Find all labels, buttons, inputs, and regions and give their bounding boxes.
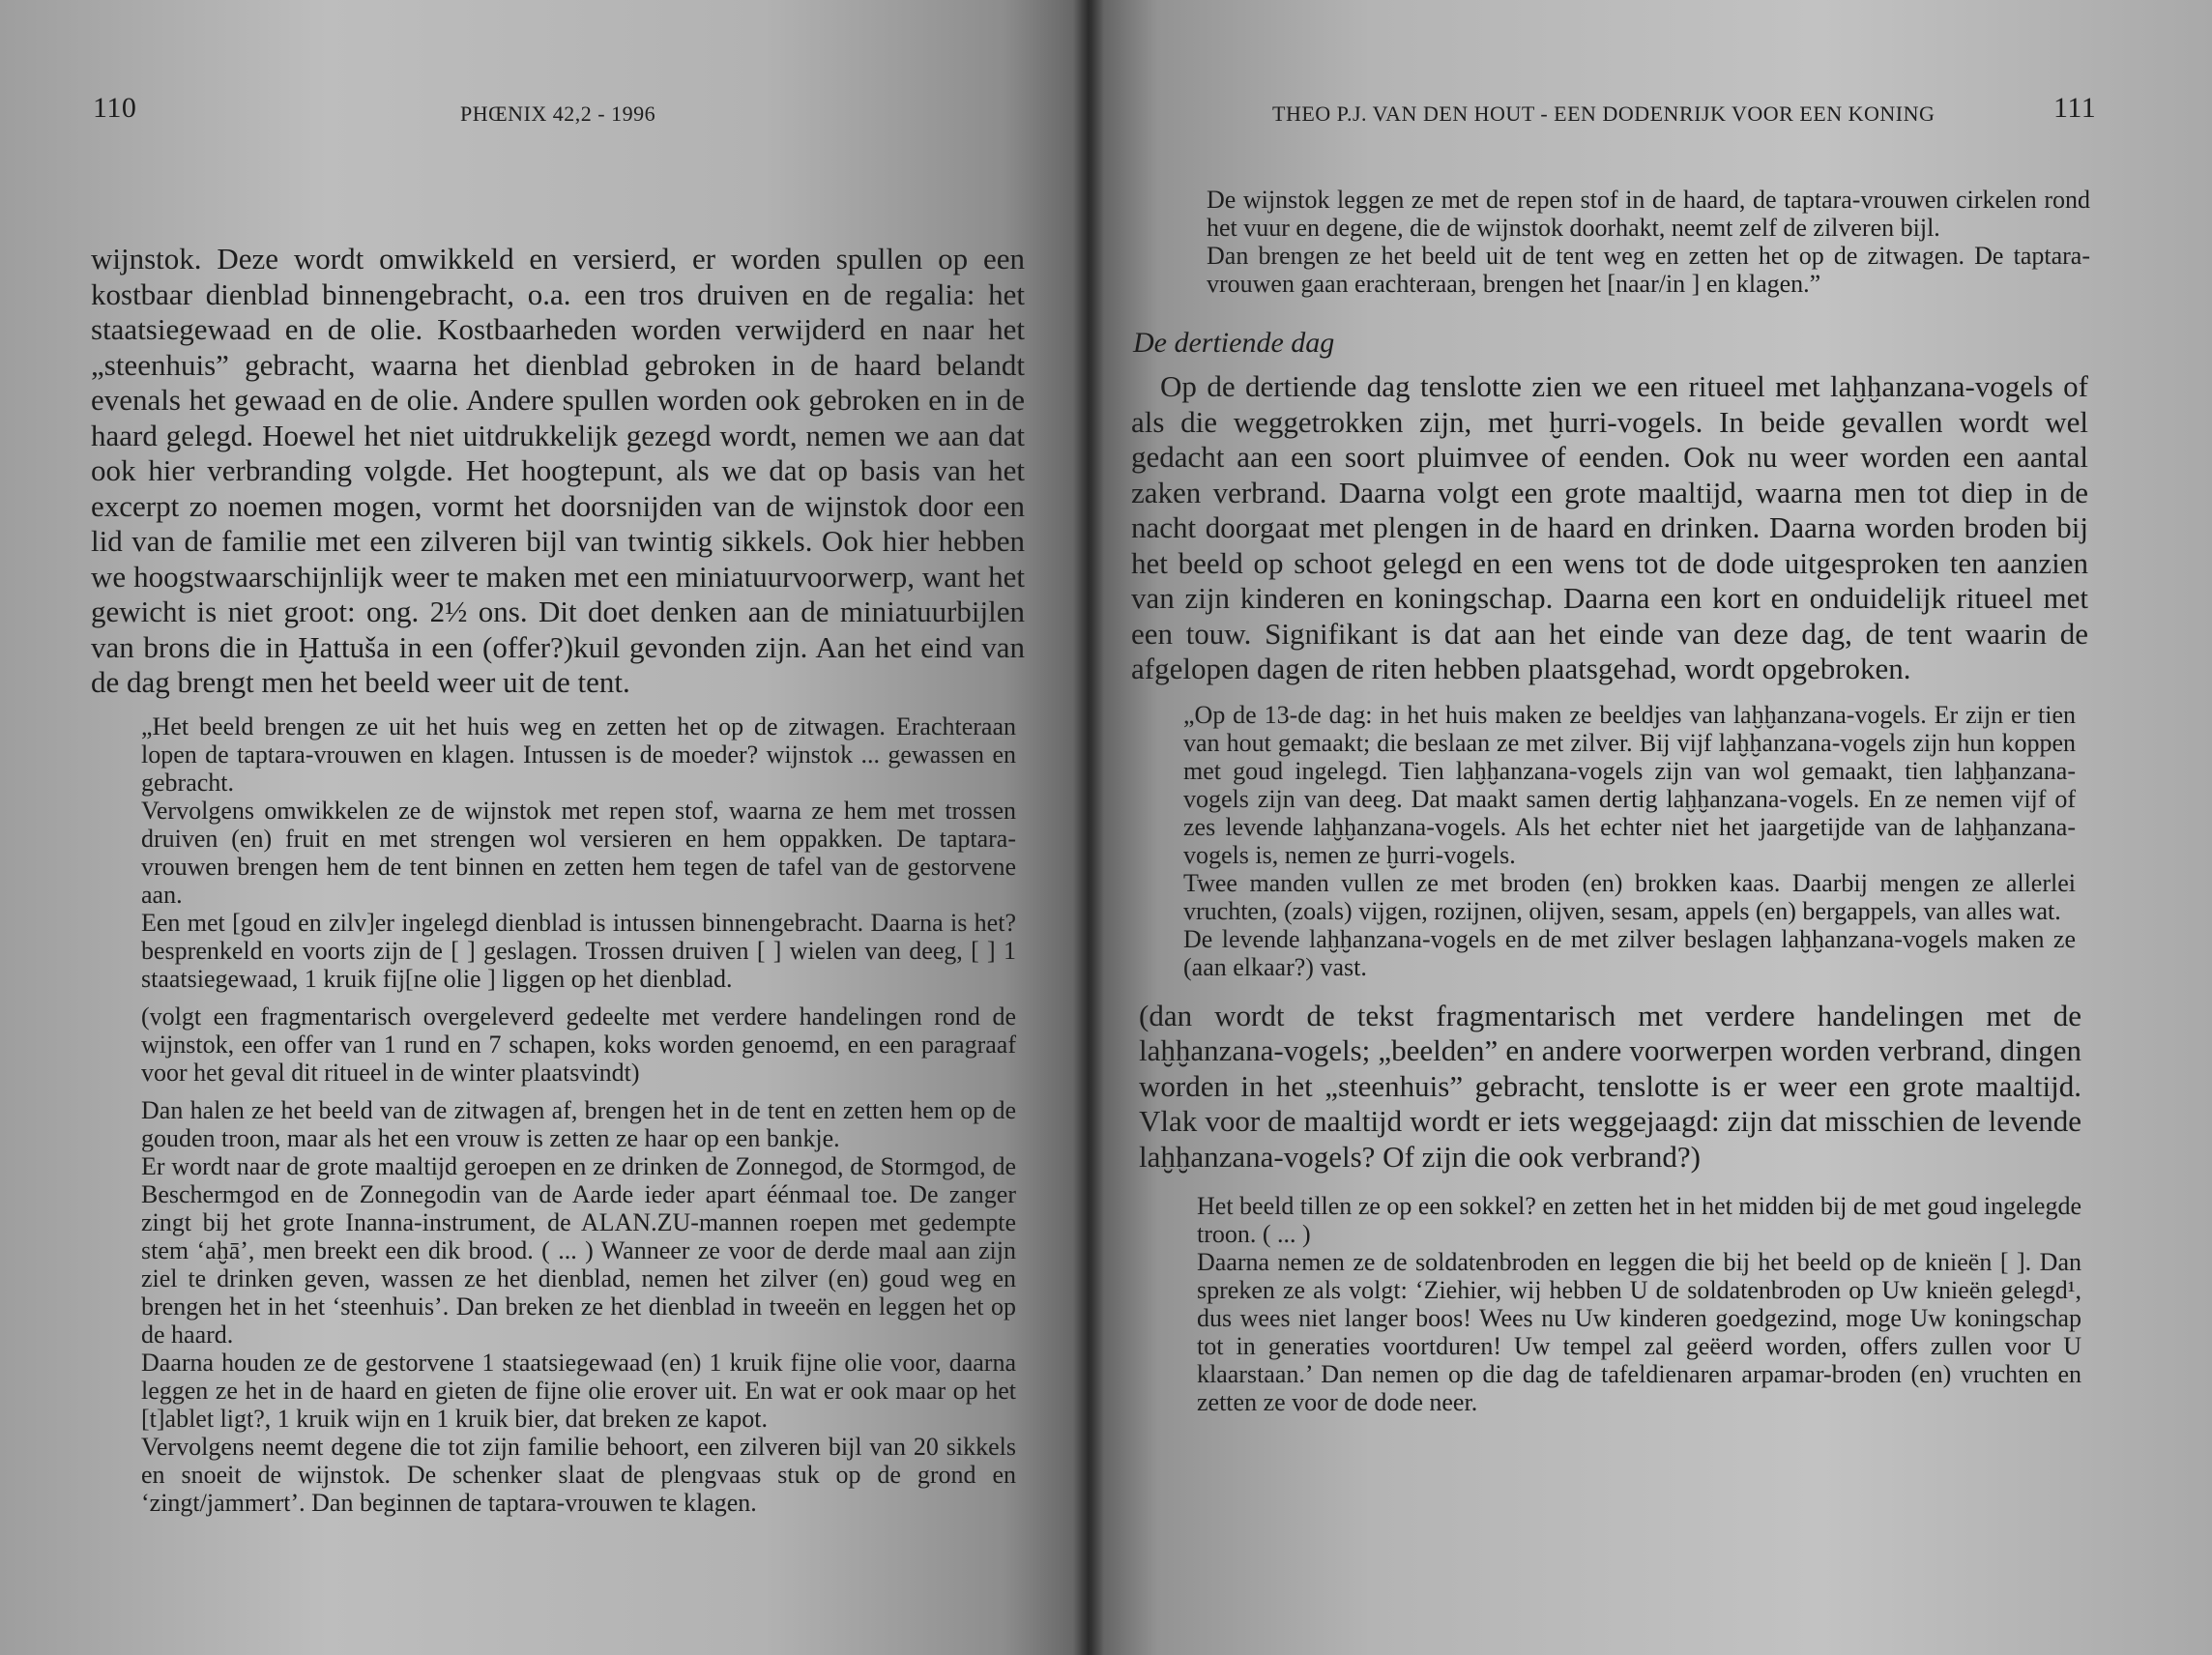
page-number-left: 110 — [93, 92, 137, 124]
quote-paragraph: Vervolgens neemt degene die tot zijn familie behoort, een zilveren bijl van 20 sikkels en snoeit de wijnstok. De schenker slaat de plengvaas stuk op de grond en ‘zingt/jammert’. Dan beginnen de taptara-vrouwen te klagen. — [141, 1432, 1016, 1517]
left-body — [91, 242, 1025, 1517]
body-block — [1131, 369, 2088, 687]
quote-paragraph: (volgt een fragmentarisch overgeleverd gedeelte met verdere handelingen rond de wijnstok, een offer van 1 rund en 7 schapen, koks worden genoemd, en een paragraaf voor het geval dit ritueel in de winter plaatsvindt) — [141, 1002, 1016, 1087]
body-paragraph-2: (dan wordt de tekst fragmentarisch met verdere handelingen met de laḫḫanzana-vogels; „beelden” en andere voorwerpen worden verbrand, dingen worden in het „steenhuis” gebracht, tenslotte is er weer een grote maaltijd. Vlak voor de maaltijd wordt er iets weggejaagd: zijn dat misschien de levende laḫḫanzana-vogels? Of zijn die ook verbrand?) — [1139, 998, 2081, 1174]
body-block-2 — [1139, 999, 2081, 1176]
quotation-block-middle — [1183, 701, 2076, 981]
quotation-block-bottom — [1197, 1192, 2081, 1416]
quote-paragraph: Daarna nemen ze de soldatenbroden en leggen die bij het beeld op de knieën [ ]. Dan spreken ze als volgt: ‘Ziehier, wij hebben U de soldatenbroden op Uw knieën gelegd¹, dus wees niet langer boos! Wees nu Uw kinderen goedgezind, moge Uw koningschap tot in generaties voortduren! Uw tempel zal geëerd worden, offers zullen voor U klaarstaan.’ Dan nemen op die dag de tafeldienaren arpamar-broden (en) vruchten en zetten ze voor de dode neer. — [1197, 1248, 2081, 1416]
left-page — [0, 0, 1091, 1655]
quote-paragraph: Vervolgens omwikkelen ze de wijnstok met repen stof, waarna ze hem met trossen druiven (en) fruit en met strengen wol versieren en hem oppakken. De taptara-vrouwen brengen hem de tent binnen en zetten hem tegen de tafel van de gestorvene aan. — [141, 796, 1016, 909]
quote-paragraph: De levende laḫḫanzana-vogels en de met zilver beslagen laḫḫanzana-vogels maken ze (aan elkaar?) vast. — [1183, 924, 2076, 981]
quotation-block-top — [1207, 186, 2090, 298]
quote-paragraph: „Op de 13-de dag: in het huis maken ze beeldjes van laḫḫanzana-vogels. Er zijn er tien van hout gemaakt; die beslaan ze met zilver. Bij vijf laḫḫanzana-vogels zijn hun koppen met goud ingelegd. Tien laḫḫanzana-vogels zijn van wol gemaakt, tien laḫḫanzana-vogels zijn van deeg. Dat maakt samen dertig laḫḫanzana-vogels. En ze nemen vijf of zes levende laḫḫanzana-vogels. Als het echter niet het jaargetijde van de laḫḫanzana-vogels is, nemen ze ḫurri-vogels. — [1183, 700, 2076, 869]
quote-paragraph: De wijnstok leggen ze met de repen stof in de haard, de taptara-vrouwen cirkelen rond het vuur en degene, die de wijnstok doorhakt, neemt zelf de zilveren bijl. — [1207, 186, 2090, 242]
left-page-header — [93, 92, 1033, 150]
right-page-header — [1129, 92, 2212, 150]
book-gutter-shadow — [1073, 0, 1104, 1655]
quote-paragraph: Er wordt naar de grote maaltijd geroepen en ze drinken de Zonnegod, de Stormgod, de Beschermgod en de Zonnegodin van de Aarde ieder apart éénmaal toe. De zanger zingt bij het grote Inanna-instrument, de ALAN.ZU-mannen roepen met gedempte stem ‘aḫā’, men breekt een dik brood. ( ... ) Wanneer ze voor de derde maal aan zijn ziel te drinken geven, wassen ze het dienblad, nemen het zilver (en) goud weg en brengen het in het ‘steenhuis’. Dan breken ze het dienblad in tweeën en leggen het op de haard. — [141, 1151, 1016, 1349]
body-paragraph: Op de dertiende dag tenslotte zien we een ritueel met laḫḫanzana-vogels of als die weggetrokken zijn, met ḫurri-vogels. In beide gevallen wordt wel gedacht aan een soort pluimvee of eenden. Ook nu weer worden een aantal zaken verbrand. Daarna volgt een grote maaltijd, waarna men tot diep in de nacht doorgaat met plengen in de haard en drinken. Daarna worden broden bij het beeld op schoot gelegd en een wens tot de dode uitgesproken ten aanzien van zijn kinderen en koningschap. Daarna een kort en onduidelijk ritueel met een touw. Signifikant is dat aan het einde van deze dag, de tent waarin de afgelopen dagen de riten hebben plaatsgehad, wordt opgebroken. — [1131, 369, 2088, 685]
quote-paragraph: Dan brengen ze het beeld uit de tent weg en zetten het op de zitwagen. De taptara-vrouwen gaan erachteraan, brengen het [naar/in ] en klagen.” — [1207, 242, 2090, 298]
body-paragraph: wijnstok. Deze wordt omwikkeld en versierd, er worden spullen op een kostbaar dienblad binnengebracht, o.a. een tros druiven en de regalia: het staatsiegewaad en de olie. Kostbaarheden worden verwijderd en naar het „steenhuis” gebracht, waarna het dienblad gebroken in de haard belandt evenals het gewaad en de olie. Andere spullen worden ook gebroken en in de haard gelegd. Hoewel het niet uitdrukkelijk gezegd wordt, nemen we aan dat ook hier verbranding volgde. Het hoogtepunt, als we dat op basis van het excerpt zo noemen mogen, vormt het doorsnijden van de wijnstok door een lid van de familie met een zilveren bijl van twintig sikkels. Ook hier hebben we hoogstwaarschijnlijk weer te maken met een miniatuurvoorwerp, want het gewicht is niet groot: ong. 2½ ons. Dit doet denken aan de miniatuurbijlen van brons die in Ḫattuša in een (offer?)kuil gevonden zijn. Aan het eind van de dag brengt men het beeld weer uit de tent. — [91, 242, 1025, 699]
quote-paragraph: Een met [goud en zilv]er ingelegd dienblad is intussen binnengebracht. Daarna is het? besprenkeld en voorts zijn de [ ] geslagen. Trossen druiven [ ] wielen van deeg, [ ] 1 staatsiegewaad, 1 kruik fij[ne olie ] liggen op het dienblad. — [141, 908, 1016, 993]
section-title: De dertiende dag — [1133, 327, 1335, 359]
right-page — [1091, 0, 2212, 1655]
quotation-block-left — [141, 712, 1016, 1517]
quote-paragraph: Twee manden vullen ze met broden (en) brokken kaas. Daarbij mengen ze allerlei vruchten, (zoals) vijgen, rozijnen, olijven, sesam, appels (en) bergappels, van alles wat. — [1183, 868, 2076, 925]
quote-paragraph: Het beeld tillen ze op een sokkel? en zetten het in het midden bij de met goud ingelegde troon. ( ... ) — [1197, 1192, 2081, 1248]
quote-paragraph: „Het beeld brengen ze uit het huis weg en zetten het op de zitwagen. Erachteraan lopen de taptara-vrouwen en klagen. Intussen is de moeder? wijnstok ... gewassen en gebracht. — [141, 711, 1016, 797]
quote-paragraph: Daarna houden ze de gestorvene 1 staatsiegewaad (en) 1 kruik fijne olie voor, daarna leggen ze het in de haard en gieten de fijne olie erover uit. En wat er ook maar op het [t]ablet ligt?, 1 kruik wijn en 1 kruik bier, dat breken ze kapot. — [141, 1348, 1016, 1433]
running-head-left: PHŒNIX 42,2 - 1996 — [460, 102, 656, 126]
quote-paragraph: Dan halen ze het beeld van de zitwagen af, brengen het in de tent en zetten hem op de gouden troon, maar als het een vrouw is zetten ze haar op een bankje. — [141, 1095, 1016, 1152]
page-number-right: 111 — [2053, 92, 2097, 124]
running-head-right: THEO P.J. VAN DEN HOUT - EEN DODENRIJK VOOR EEN KONING — [1272, 102, 1936, 126]
right-body — [1129, 186, 2173, 1416]
